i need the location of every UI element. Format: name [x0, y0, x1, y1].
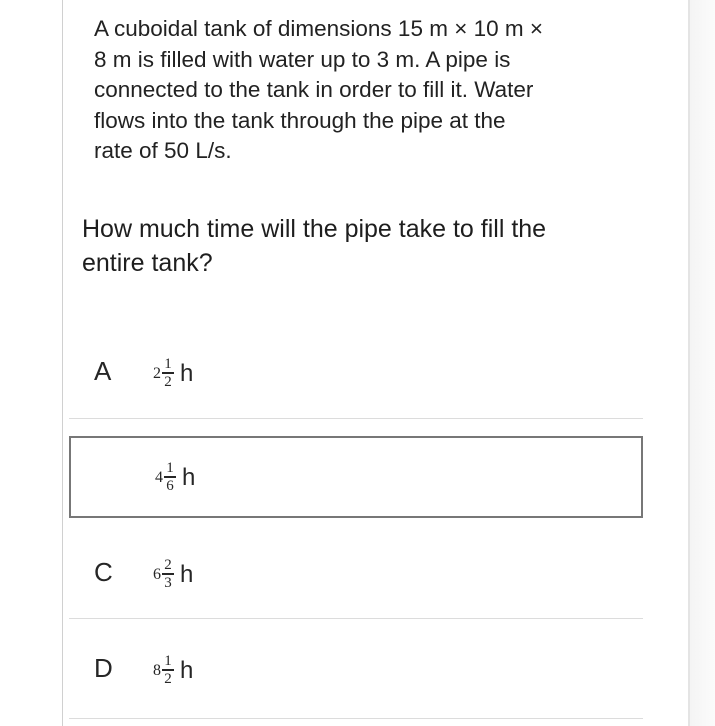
option-c[interactable] — [69, 537, 643, 611]
problem-line: 8 m is filled with water up to 3 m. A pipe is — [94, 46, 511, 72]
unit-label: h — [182, 464, 196, 491]
fraction-numerator: 1 — [166, 460, 174, 477]
problem-line: flows into the tank through the pipe at the — [94, 107, 506, 133]
option-value — [153, 549, 193, 599]
option-a[interactable] — [69, 336, 643, 410]
page-shadow — [690, 0, 715, 726]
option-divider — [69, 418, 643, 419]
fraction — [162, 357, 174, 389]
option-b[interactable] — [69, 436, 643, 518]
mixed-whole: 6 — [153, 566, 161, 583]
mixed-whole: 4 — [155, 469, 163, 486]
fraction-denominator: 2 — [164, 670, 172, 687]
problem-line: A cuboidal tank of dimensions 15 m × 10 m × — [94, 16, 544, 41]
option-letter: A — [94, 356, 112, 386]
option-letter: D — [94, 653, 113, 683]
fraction-denominator: 6 — [166, 477, 174, 494]
question-line: How much time will the pipe take to fill the — [82, 215, 547, 243]
mixed-whole: 2 — [153, 365, 161, 382]
unit-label: h — [180, 360, 194, 387]
problem-line: connected to the tank in order to fill it. Water — [94, 77, 534, 102]
fraction — [164, 461, 176, 493]
fraction-numerator: 2 — [164, 557, 172, 574]
option-value — [155, 452, 195, 502]
fraction-numerator: 1 — [164, 356, 172, 373]
option-value — [153, 645, 193, 695]
fraction-numerator: 1 — [164, 653, 172, 670]
fraction — [162, 654, 174, 686]
option-d[interactable] — [69, 633, 643, 707]
fraction — [162, 558, 174, 590]
unit-label: h — [180, 561, 194, 588]
fraction-denominator: 3 — [164, 574, 172, 591]
problem-line: rate of 50 L/s. — [94, 138, 232, 163]
option-letter: C — [94, 557, 113, 587]
option-value — [153, 348, 193, 398]
mixed-whole: 8 — [153, 662, 161, 679]
question-text — [82, 212, 672, 280]
option-divider — [69, 618, 643, 619]
card-left-edge — [62, 0, 63, 726]
fraction-denominator: 2 — [164, 373, 172, 390]
question-line: entire tank? — [82, 249, 213, 277]
problem-statement — [94, 14, 664, 167]
unit-label: h — [180, 657, 194, 684]
option-divider — [69, 718, 643, 719]
